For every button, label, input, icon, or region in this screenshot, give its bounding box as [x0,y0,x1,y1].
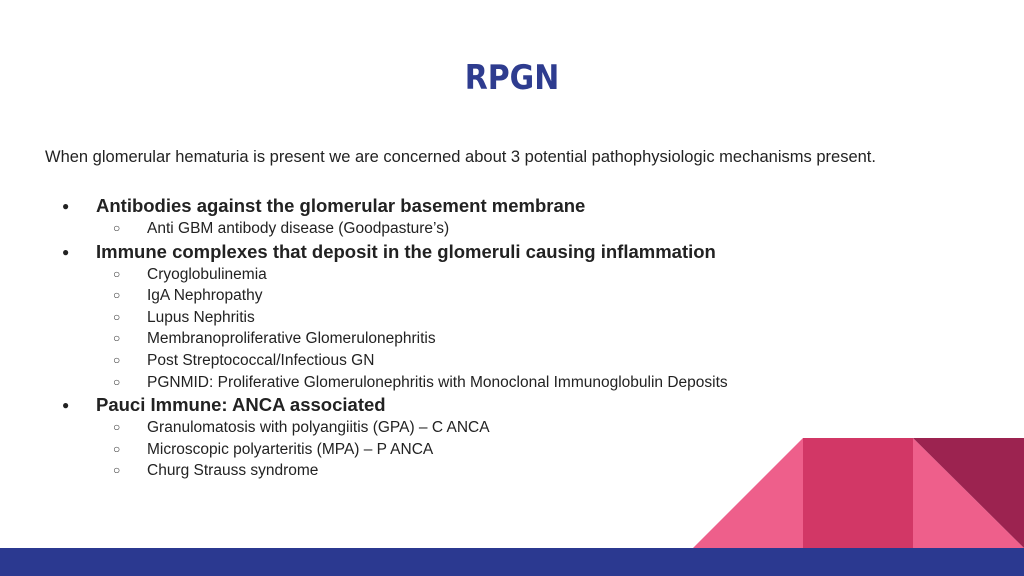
list-item [0,372,1024,394]
list-item-text: Granulomatosis with polyangiitis (GPA) – C ANCA [147,419,490,437]
list-item-text: Churg Strauss syndrome [147,462,319,480]
list-item [0,417,1024,439]
footer-bar [0,548,1024,576]
list-item [0,307,1024,329]
mechanism-list [0,194,1024,482]
list-item-text: PGNMID: Proliferative Glomerulonephritis with Monoclonal Immunoglobulin Deposits [147,373,728,391]
list-item-text: Anti GBM antibody disease (Goodpasture’s) [147,220,450,237]
section-heading-row [0,194,1024,218]
list-item [0,460,1024,482]
list-item [0,328,1024,350]
list-item [0,218,1024,240]
section-antibodies [0,194,1024,240]
sub-marker: ○ [113,352,121,367]
intro-text: When glomerular hematuria is present we are concerned about 3 potential pathophysiologic mechanisms present. [45,148,876,166]
list-item-text: Cryoglobulinemia [147,265,267,283]
sub-marker: ○ [113,288,121,303]
bullet-marker: ● [62,398,70,413]
bullet-marker: ● [62,244,70,259]
sub-list [0,218,1024,240]
section-heading-row [0,393,1024,417]
sub-marker: ○ [113,463,121,478]
bullet-marker: ● [62,199,70,213]
sub-marker: ○ [113,221,121,235]
list-item-text: Lupus Nephritis [147,308,255,326]
slide-title: RPGN [464,58,560,98]
sub-marker: ○ [113,441,121,456]
section-heading-row [0,240,1024,264]
list-item-text: Post Streptococcal/Infectious GN [147,351,375,369]
section-immune-complexes [0,240,1024,394]
sub-marker: ○ [113,374,121,389]
sub-list [0,264,1024,394]
list-item [0,350,1024,372]
section-heading: Antibodies against the glomerular basement membrane [96,195,586,216]
list-item-text: Microscopic polyarteritis (MPA) – P ANCA [147,440,434,458]
list-item-text: Membranoproliferative Glomerulonephritis [147,330,436,348]
list-item [0,264,1024,286]
sub-marker: ○ [113,420,121,435]
sub-list [0,417,1024,482]
list-item [0,285,1024,307]
section-heading: Pauci Immune: ANCA associated [96,394,386,416]
section-pauci-immune [0,393,1024,482]
list-item [0,439,1024,461]
sub-marker: ○ [113,309,121,324]
section-heading: Immune complexes that deposit in the glomeruli causing inflammation [96,240,716,262]
sub-marker: ○ [113,266,121,281]
list-item-text: IgA Nephropathy [147,287,263,305]
sub-marker: ○ [113,331,121,346]
